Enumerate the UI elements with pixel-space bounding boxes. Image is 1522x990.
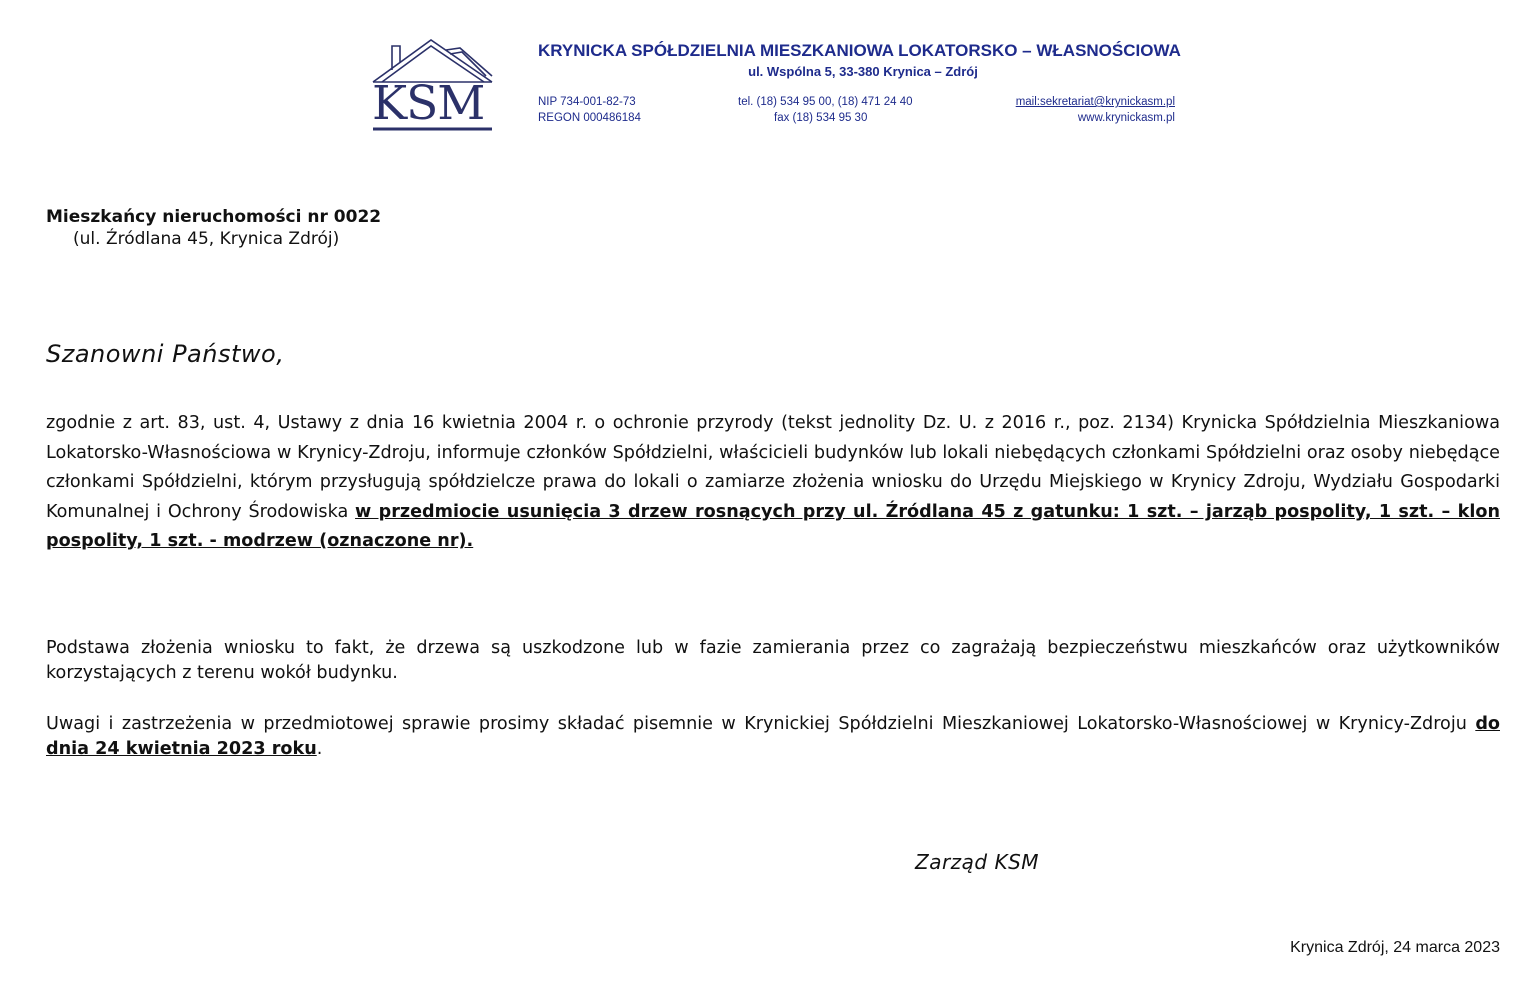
telephone: tel. (18) 534 95 00, (18) 471 24 40 [738, 96, 913, 108]
paragraph-notice [46, 409, 1500, 557]
logo-text: KSM [372, 76, 485, 131]
regon-number: REGON 000486184 [538, 112, 641, 124]
organization-name: KRYNICKA SPÓŁDZIELNIA MIESZKANIOWA LOKATORSKO – WŁASNOŚCIOWA [538, 41, 1181, 60]
recipient-title: Mieszkańcy nieruchomości nr 0022 [46, 207, 382, 227]
ksm-logo [368, 36, 498, 136]
organization-address: ul. Wspólna 5, 33-380 Krynica – Zdrój [748, 64, 978, 79]
recipient-address: (ul. Źródlana 45, Krynica Zdrój) [73, 229, 340, 249]
fax: fax (18) 534 95 30 [774, 112, 868, 124]
paragraph-reason: Podstawa złożenia wniosku to fakt, że drzewa są uszkodzone lub w fazie zamierania przez co zagrażają bezpieczeństwu mieszkańców oraz użytkowników korzystających z terenu wokół budynku. [46, 638, 1500, 683]
nip-number: NIP 734-001-82-73 [538, 96, 636, 108]
deadline-text: Uwagi i zastrzeżenia w przedmiotowej sprawie prosimy składać pisemnie w Krynickiej Spółdzielni Mieszkaniowej Lokatorsko-Własnościowej w Krynicy-Zdroju [46, 714, 1476, 734]
paragraph-deadline [46, 712, 1500, 762]
notice-emphasis: w przedmiocie usunięcia 3 drzew rosnących przy ul. Źródlana 45 z gatunku: 1 szt. – jarząb pospolity, 1 szt. – klon pospolity, 1 szt. - modrzew (oznaczone nr). [46, 501, 1500, 552]
website-link[interactable]: www.krynickasm.pl [1077, 112, 1175, 124]
notice-text: zgodnie z art. 83, ust. 4, Ustawy z dnia 16 kwietnia 2004 r. o ochronie przyrody (tekst jednolity Dz. U. z 2016 r., poz. 2134) Krynicka Spółdzielnia Mieszkaniowa Lokatorsko-Własnościowa w Krynicy-Zdroju, informuje członków Spółdzielni, właścicieli budynków lub lokali niebędących członkami Spółdzielni oraz osoby niebędące członkami Spółdzielni, którym przysługują spółdzielcze prawa do lokali o zamiarze złożenia wniosku do Urzędu Miejskiego w Krynicy Zdroju, Wydziału Gospodarki Komunalnej i Ochrony Środowiska [46, 413, 1500, 522]
document-date: Krynica Zdrój, 24 marca 2023 [1290, 939, 1500, 956]
signature: Zarząd KSM [915, 850, 1040, 874]
recipient-block [46, 206, 381, 250]
greeting: Szanowni Państwo, [46, 340, 285, 368]
deadline-date: do dnia 24 kwietnia 2023 roku [46, 714, 1500, 759]
deadline-end: . [316, 739, 323, 759]
email-link[interactable]: mail:sekretariat@krynickasm.pl [1015, 96, 1175, 108]
